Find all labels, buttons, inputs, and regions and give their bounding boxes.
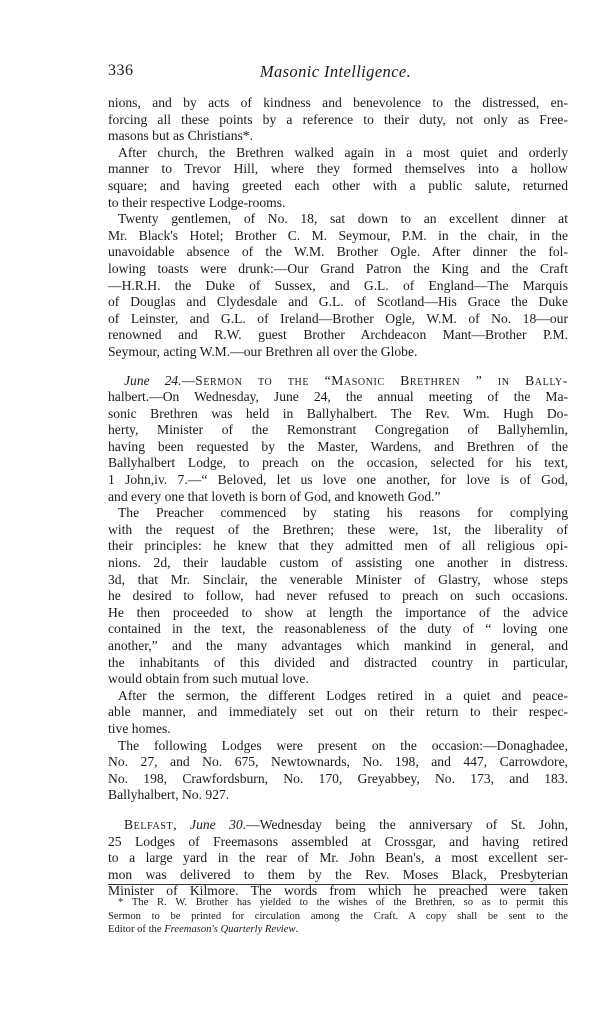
text-line: After church, the Brethren walked again in a most quiet and orderly bbox=[118, 144, 568, 160]
footnote-divider bbox=[108, 884, 568, 885]
text-line: manner to Trevor Hill, where they formed themselves into a hollow bbox=[108, 161, 568, 177]
footnote-line: Sermon to be printed for circulation among the Craft. A copy shall be sent to the bbox=[108, 910, 568, 922]
footnote-line: Editor of the Freemason's Quarterly Review. bbox=[108, 924, 299, 935]
text-line: No. 27, and No. 675, Newtownards, No. 198, and 447, Carrowdore, bbox=[108, 754, 568, 770]
text-line: forcing all these points by a reference to their duty, not only as Free- bbox=[108, 111, 568, 127]
text-line: of Douglas and Clydesdale and G.L. of Scotland—His Grace the Duke bbox=[108, 294, 568, 310]
text-line: the inhabitants of this divided and distracted country in particular, bbox=[108, 654, 568, 670]
paragraph-after-sermon bbox=[108, 688, 568, 738]
text-line: Seymour, acting W.M.—our Brethren all over the Globe. bbox=[108, 343, 418, 359]
text-line: 25 Lodges of Freemasons assembled at Crossgar, and having retired bbox=[108, 833, 568, 849]
section-heading-line: June 24.—Sermon to the “Masonic Brethren ” in Bally- bbox=[124, 372, 568, 388]
text-line: able manner, and immediately set out on their return to their respec- bbox=[108, 704, 568, 720]
article-body bbox=[108, 95, 568, 900]
section-heading-line: Belfast, June 30.—Wednesday being the anniversary of St. John, bbox=[124, 816, 568, 832]
text-line: and every one that loveth is born of God, and knoweth God.” bbox=[108, 488, 441, 504]
publication-title: Freemason's Quarterly Review bbox=[164, 924, 296, 935]
text-line: 1 John,iv. 7.—“ Beloved, let us love one another, for love is of God, bbox=[108, 472, 568, 488]
text-line: nions. 2d, their laudable custom of assisting one another in distress. bbox=[108, 555, 568, 571]
text-line: contained in the text, the reasonableness of the duty of “ loving one bbox=[108, 621, 568, 637]
paragraph-continuation bbox=[108, 95, 568, 145]
text-line: he desired to follow, had never refused to preach on such occasions. bbox=[108, 588, 568, 604]
text-line: He then proceeded to show at length the importance of the advice bbox=[108, 604, 568, 620]
text-line: halbert.—On Wednesday, June 24, the annual meeting of the Ma- bbox=[108, 389, 568, 405]
text-line: would obtain from such mutual love. bbox=[108, 671, 309, 687]
text-line: their principles: he knew that they admitted men of all religious opi- bbox=[108, 538, 568, 554]
entry-place: Belfast bbox=[124, 816, 174, 832]
text-line: Twenty gentlemen, of No. 18, sat down to an excellent dinner at bbox=[118, 211, 568, 227]
text-line: —H.R.H. the Duke of Sussex, and G.L. of England—The Marquis bbox=[108, 277, 568, 293]
entry-date: June 24. bbox=[124, 372, 182, 388]
text-line: 3d, that Mr. Sinclair, the venerable Minister of Glastry, whose steps bbox=[108, 571, 568, 587]
page-header bbox=[108, 62, 563, 84]
text-line: After the sermon, the different Lodges retired in a quiet and peace- bbox=[118, 687, 568, 703]
text-line: Mr. Black's Hotel; Brother C. M. Seymour, P.M. in the chair, in the bbox=[108, 227, 568, 243]
text-line: The following Lodges were present on the occasion:—Donaghadee, bbox=[118, 737, 568, 753]
paragraph-after-church bbox=[108, 145, 568, 211]
text-line: The Preacher commenced by stating his reasons for complying bbox=[118, 505, 568, 521]
text-line: Ballyhalbert, No. 927. bbox=[108, 787, 230, 803]
entry-date: June 30. bbox=[190, 816, 247, 832]
paragraph-lodges-present bbox=[108, 738, 568, 804]
text-line: square; and having greeted each other with a public salute, returned bbox=[108, 177, 568, 193]
paragraph-dinner-toasts bbox=[108, 211, 568, 360]
text-line: to a large yard in the rear of Mr. John Bean's, a most excellent ser- bbox=[108, 850, 568, 866]
paragraph-ballyhalbert-sermon bbox=[108, 373, 568, 506]
text-line: herty, Minister of the Remonstrant Congregation of Ballyhemlin, bbox=[108, 422, 568, 438]
footnote-line: * The R. W. Brother has yielded to the wishes of the Brethren, so as to permit this bbox=[118, 897, 568, 908]
text-line: of Leinster, and G.L. of Ireland—Brother Ogle, W.M. of No. 18—our bbox=[108, 310, 568, 326]
text-line: with the request of the Brethren; these were, 1st, the liberality of bbox=[108, 521, 568, 537]
text-line: Ballyhalbert Lodge, to preach on the occasion, selected for his text, bbox=[108, 455, 568, 471]
text-line: unavoidable absence of the W.M. Brother Ogle. After dinner the fol- bbox=[108, 244, 568, 260]
text-line: tive homes. bbox=[108, 720, 171, 736]
text-line: No. 198, Crawfordsburn, No. 170, Greyabbey, No. 173, and 183. bbox=[108, 770, 568, 786]
text-line: to their respective Lodge-rooms. bbox=[108, 194, 286, 210]
text-line: masons but as Christians*. bbox=[108, 128, 253, 144]
text-line: Minister of Kilmore. The words from which he preached were taken bbox=[108, 883, 568, 899]
text-line: having been requested by the Master, Wardens, and Brethren of the bbox=[108, 438, 568, 454]
text-line: lowing toasts were drunk:—Our Grand Patron the King and the Craft bbox=[108, 260, 568, 276]
text-line: mon was delivered to them by the Rev. Moses Black, Presbyterian bbox=[108, 866, 568, 882]
text-line: nions, and by acts of kindness and benevolence to the distressed, en- bbox=[108, 95, 568, 110]
paragraph-belfast bbox=[108, 817, 568, 900]
text-line: another,” and the many advantages which mankind in general, and bbox=[108, 638, 568, 653]
text-line: renowned and R.W. guest Brother Archdeacon Mant—Brother P.M. bbox=[108, 327, 568, 343]
footnote bbox=[108, 896, 568, 937]
paragraph-preacher bbox=[108, 505, 568, 688]
running-title: Masonic Intelligence. bbox=[259, 62, 412, 81]
text-line: sonic Brethren was held in Ballyhalbert. The Rev. Wm. Hugh Do- bbox=[108, 405, 568, 421]
page-number: 336 bbox=[108, 62, 134, 79]
entry-heading: Sermon to the bbox=[195, 372, 310, 388]
